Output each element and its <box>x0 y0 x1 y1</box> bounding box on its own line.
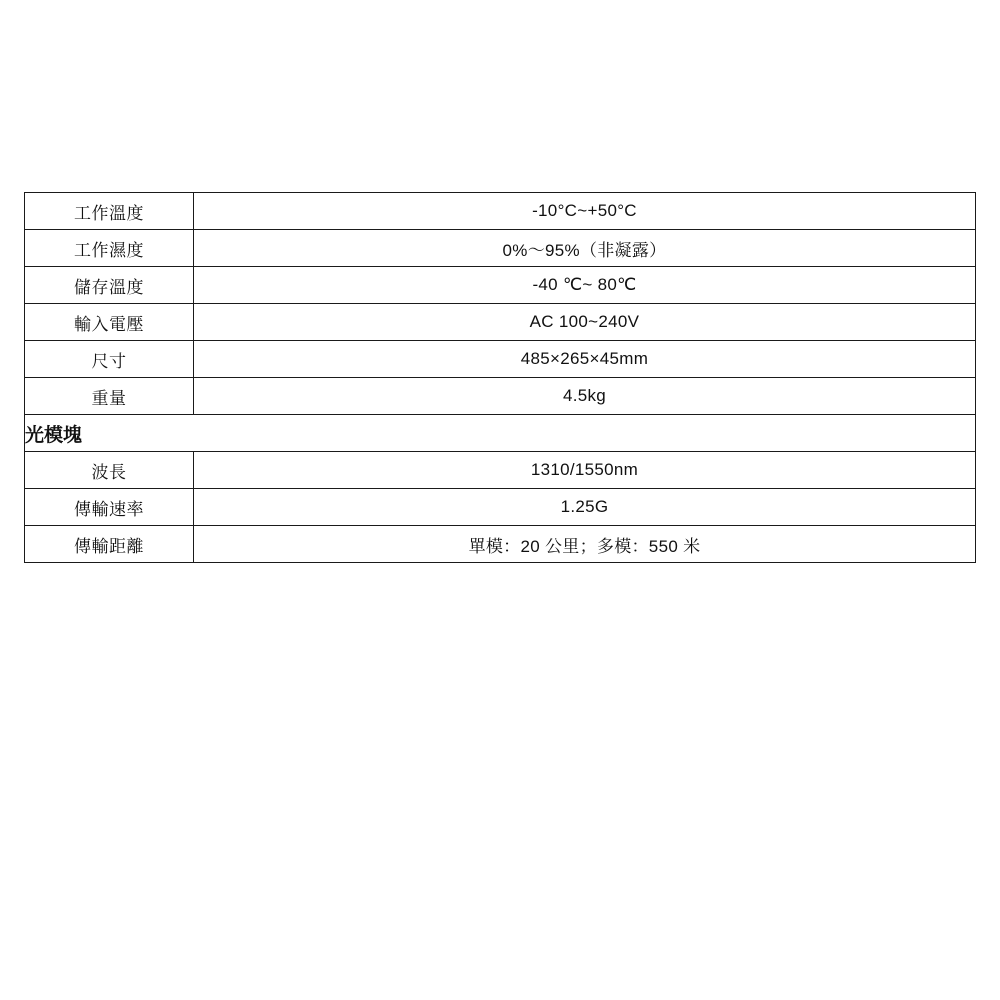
table-row <box>25 304 976 341</box>
table-section-row <box>25 415 976 452</box>
row-value: -10°C~+50°C <box>194 193 976 230</box>
row-label: 尺寸 <box>25 341 194 378</box>
row-value: 1310/1550nm <box>194 452 976 489</box>
row-value: 485×265×45mm <box>194 341 976 378</box>
row-value: 0%～95%（非凝露） <box>194 230 976 267</box>
specification-table <box>24 192 976 563</box>
table-row <box>25 526 976 563</box>
table-row <box>25 267 976 304</box>
table-row <box>25 341 976 378</box>
row-label: 工作濕度 <box>25 230 194 267</box>
row-label: 重量 <box>25 378 194 415</box>
table-row <box>25 489 976 526</box>
table-row <box>25 378 976 415</box>
table-row <box>25 230 976 267</box>
row-label: 儲存溫度 <box>25 267 194 304</box>
row-label: 波長 <box>25 452 194 489</box>
row-label: 傳輸速率 <box>25 489 194 526</box>
row-value: 1.25G <box>194 489 976 526</box>
row-value: 單模：20 公里；多模：550 米 <box>194 526 976 563</box>
row-label: 輸入電壓 <box>25 304 194 341</box>
row-label: 工作溫度 <box>25 193 194 230</box>
row-label: 傳輸距離 <box>25 526 194 563</box>
table-row <box>25 193 976 230</box>
table-row <box>25 452 976 489</box>
section-header: 光模塊 <box>25 415 976 452</box>
row-value: 4.5kg <box>194 378 976 415</box>
row-value: AC 100~240V <box>194 304 976 341</box>
row-value: -40 ℃~ 80℃ <box>194 267 976 304</box>
table-body <box>25 193 976 563</box>
